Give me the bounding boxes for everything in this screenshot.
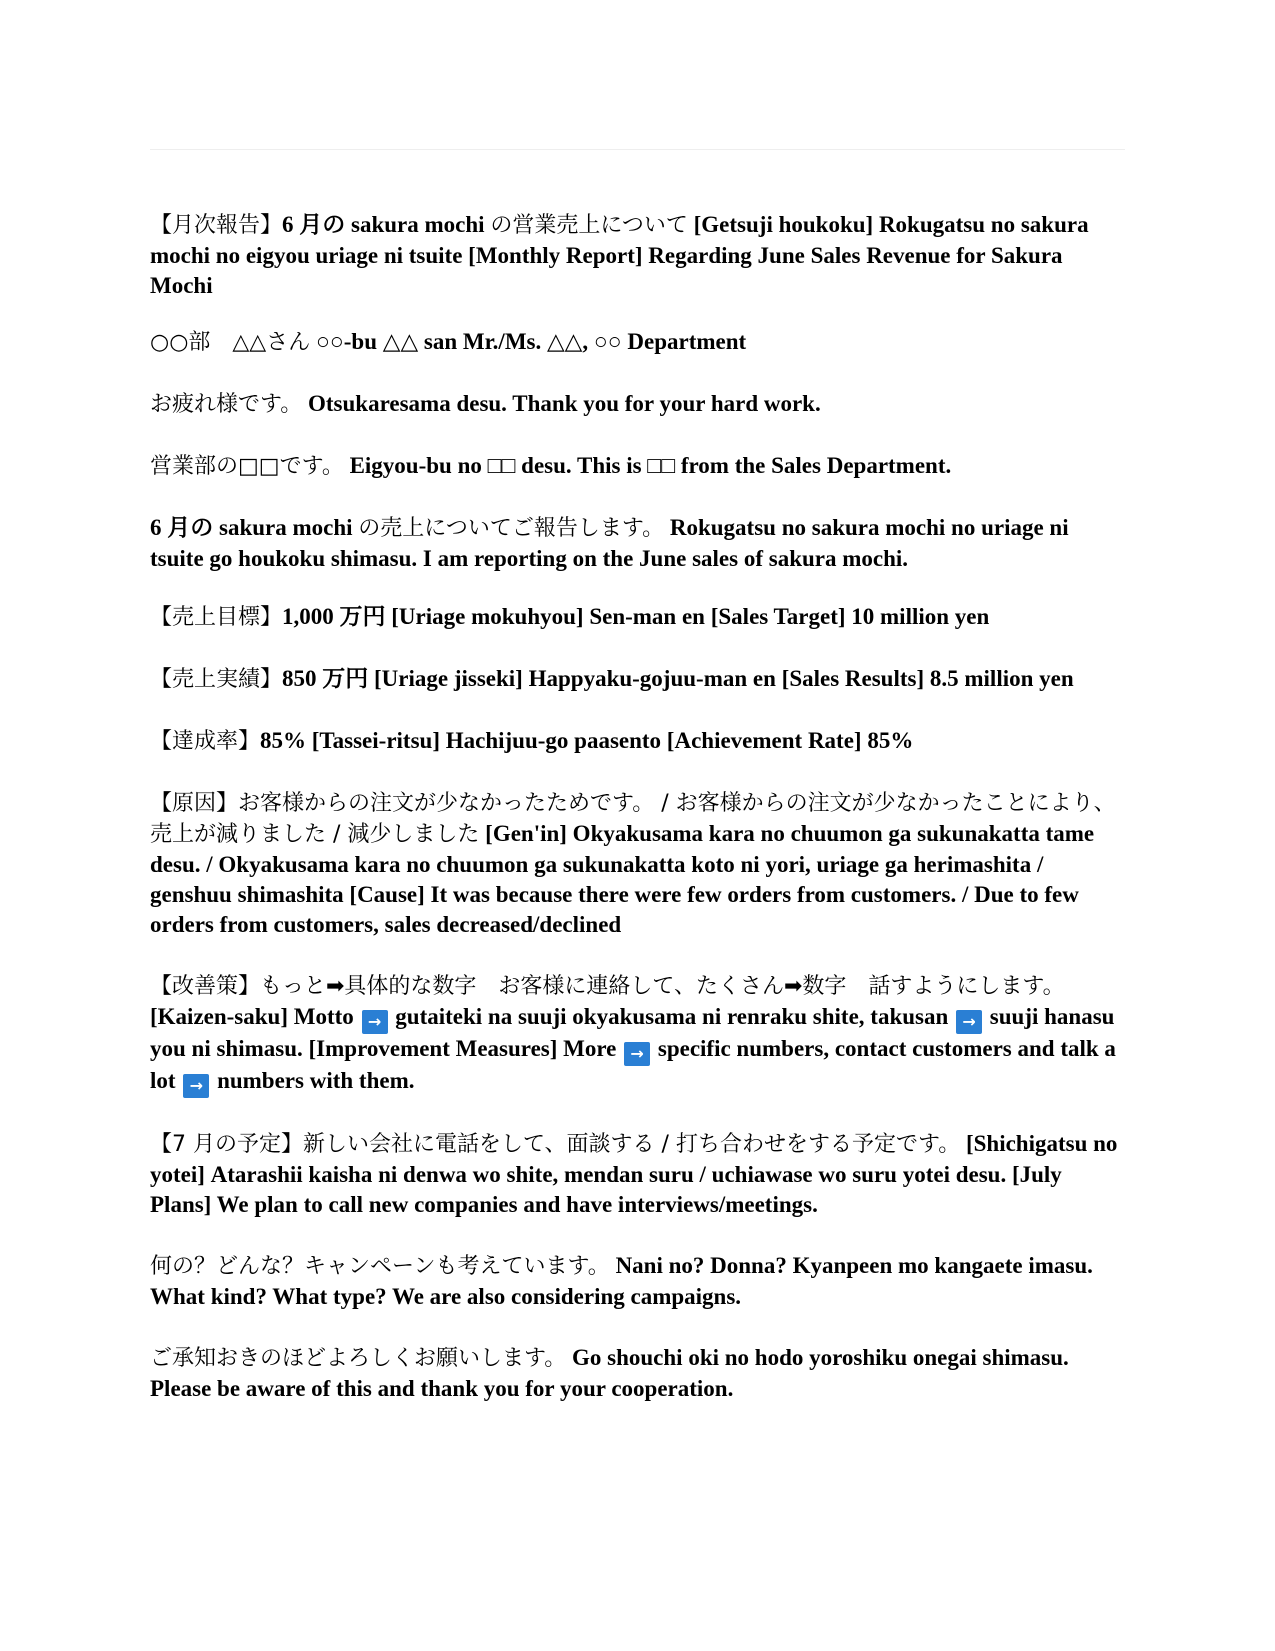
report-intro bbox=[150, 513, 1125, 574]
closing-line bbox=[150, 1343, 1125, 1404]
romaji-english-text: 1,000 万円 [Uriage mokuhyou] Sen-man en [Sales Target] 10 million yen bbox=[282, 604, 990, 629]
romaji-english-text: sakura mochi bbox=[345, 212, 491, 237]
romaji-english-text: 850 万円 [Uriage jisseki] Happyaku-gojuu-man en [Sales Results] 8.5 million yen bbox=[282, 666, 1074, 691]
romaji-english-text: Otsukaresama desu. Thank you for your hard work. bbox=[302, 391, 821, 416]
romaji-english-text: [Kaizen-saku] Motto bbox=[150, 1004, 360, 1029]
romaji-english-text: [Getsuji houkoku] Rokugatsu no sakura mochi no eigyou uriage ni tsuite [Monthly Report] Regarding June Sales Revenue for Sakura Mochi bbox=[150, 212, 1089, 298]
improvement-paragraph bbox=[150, 971, 1125, 1098]
arrow-icon: → bbox=[956, 1010, 982, 1034]
arrow-icon: → bbox=[362, 1010, 388, 1034]
romaji-english-text: 6 月の sakura mochi bbox=[150, 515, 359, 540]
arrow-icon: → bbox=[183, 1074, 209, 1098]
document-body bbox=[150, 210, 1125, 1404]
romaji-english-text: 85% [Tassei-ritsu] Hachijuu-go paasento [Achievement Rate] 85% bbox=[260, 728, 914, 753]
header-divider bbox=[150, 149, 1125, 150]
japanese-text: 【改善策】もっと➡具体的な数字 お客様に連絡して、たくさん➡数字 話すようにします。 bbox=[150, 974, 1065, 999]
japanese-text: お疲れ様です。 bbox=[150, 392, 303, 417]
japanese-text: の売上についてご報告します。 bbox=[358, 516, 665, 541]
july-plans bbox=[150, 1129, 1125, 1220]
achievement-rate bbox=[150, 726, 1125, 757]
sales-target bbox=[150, 602, 1125, 633]
japanese-text: 【売上目標】 bbox=[150, 605, 283, 630]
japanese-text: 【原因】お客様からの注文が少なかったためです。 / お客様からの注文が少なかったことにより、売上が減りました / 減少しました bbox=[150, 791, 1116, 847]
romaji-english-text: Go shouchi oki no hodo yoroshiku onegai shimasu. Please be aware of this and thank you for your cooperation. bbox=[150, 1345, 1069, 1401]
japanese-text: 何の？どんな？キャンペーンも考えています。 bbox=[150, 1254, 610, 1279]
romaji-english-text: specific numbers, contact customers and talk a lot bbox=[150, 1036, 1116, 1093]
romaji-english-text: ○○-bu △△ san Mr./Ms. △△, ○○ Department bbox=[310, 329, 747, 354]
japanese-text: 【達成率】 bbox=[150, 729, 261, 754]
recipient-line bbox=[150, 327, 1125, 358]
japanese-text: 【7 月の予定】新しい会社に電話をして、面談する / 打ち合わせをする予定です。 bbox=[150, 1132, 961, 1157]
japanese-text: ご承知おきのほどよろしくお願いします。 bbox=[150, 1346, 567, 1371]
report-title bbox=[150, 210, 1125, 301]
romaji-english-text: suuji hanasu you ni shimasu. [Improvement Measures] More bbox=[150, 1004, 1115, 1061]
sales-results bbox=[150, 664, 1125, 695]
japanese-text: 営業部の□□です。 bbox=[150, 454, 344, 479]
romaji-english-text: [Gen'in] Okyakusama kara no chuumon ga sukunakatta tame desu. / Okyakusama kara no chuumon ga sukunakatta koto ni yori, uriage ga herimashita / genshuu shimashita [Cause] It was because there were few orders from customers. / Due to few orders from customers, sales decreased/declined bbox=[150, 821, 1095, 937]
romaji-english-text: Eigyou-bu no □□ desu. This is □□ from the Sales Department. bbox=[343, 453, 952, 478]
sender-line bbox=[150, 451, 1125, 482]
romaji-english-text: gutaiteki na suuji okyakusama ni renraku shite, takusan bbox=[389, 1004, 955, 1029]
arrow-icon: → bbox=[624, 1042, 650, 1066]
greeting-line bbox=[150, 389, 1125, 420]
cause-paragraph bbox=[150, 788, 1125, 940]
japanese-text: の営業売上について bbox=[490, 213, 688, 238]
romaji-english-text: numbers with them. bbox=[211, 1068, 415, 1093]
campaign-note bbox=[150, 1251, 1125, 1312]
japanese-text: ○○部 △△さん bbox=[150, 330, 311, 355]
japanese-text: 【売上実績】 bbox=[150, 667, 283, 692]
romaji-english-text: Rokugatsu no sakura mochi no uriage ni tsuite go houkoku shimasu. I am reporting on the June sales of sakura mochi. bbox=[150, 515, 1069, 571]
romaji-english-text: 6 月の bbox=[282, 212, 346, 237]
romaji-english-text: [Shichigatsu no yotei] Atarashii kaisha ni denwa wo shite, mendan suru / uchiawase wo suru yotei desu. [July Plans] We plan to call new companies and have interviews/meetings. bbox=[150, 1131, 1118, 1217]
japanese-text: 【月次報告】 bbox=[150, 213, 283, 238]
romaji-english-text: Nani no? Donna? Kyanpeen mo kangaete imasu. What kind? What type? We are also considering campaigns. bbox=[150, 1253, 1093, 1309]
